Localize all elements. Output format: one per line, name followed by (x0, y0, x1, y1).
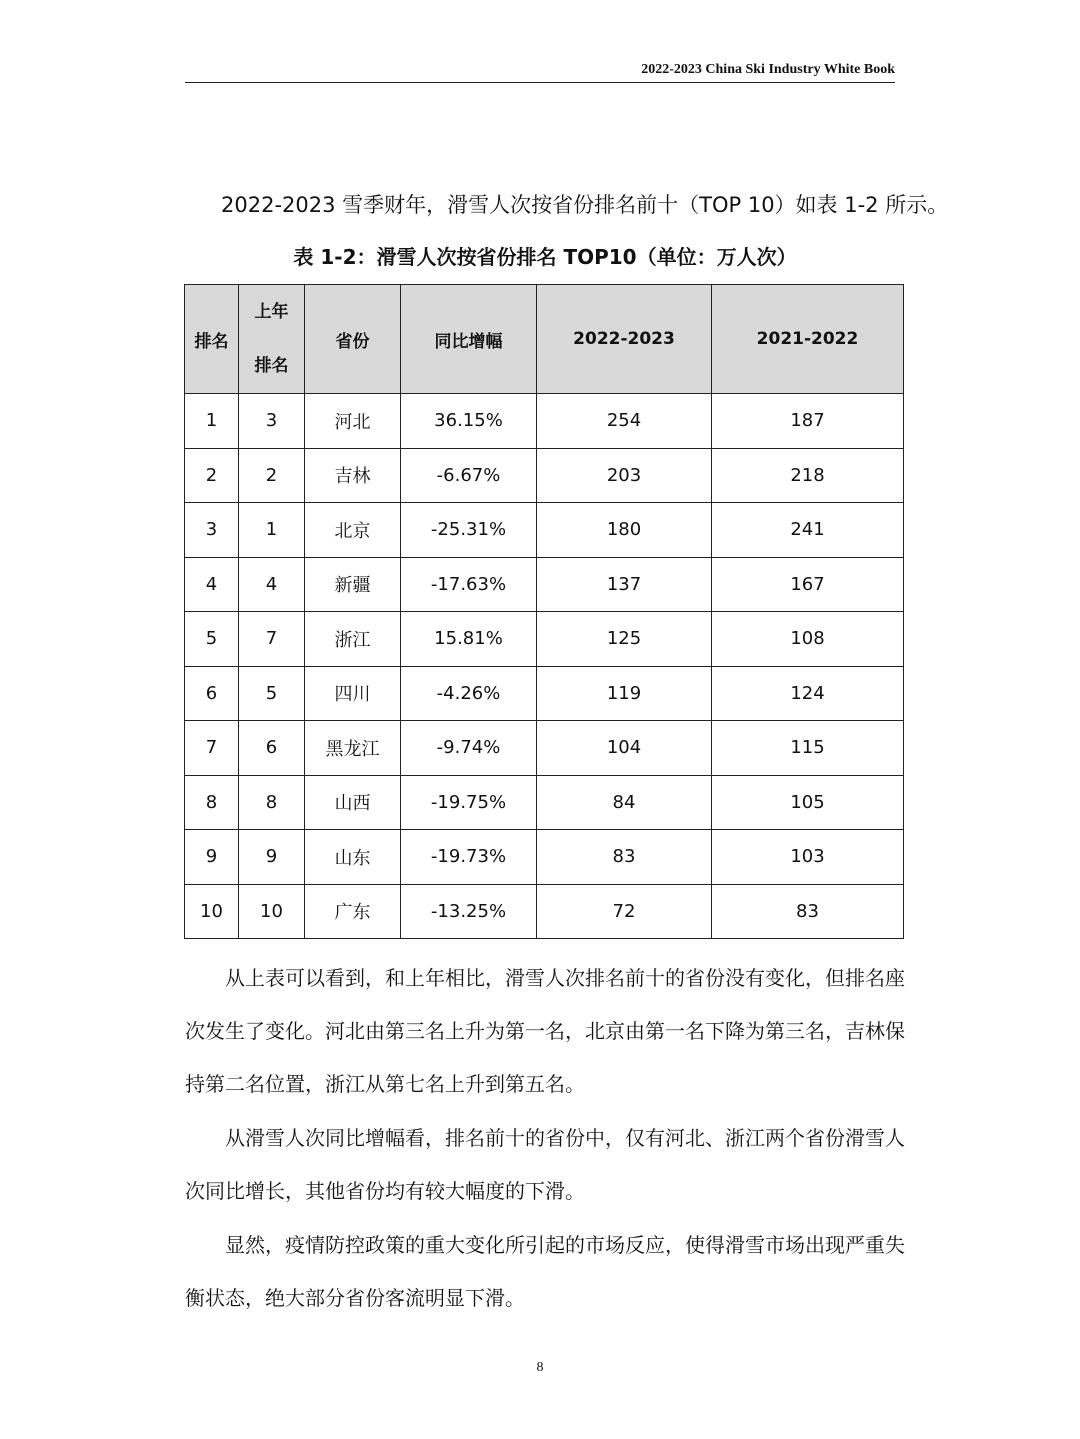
page-number: 8 (536, 1360, 544, 1375)
cell-yoy: -4.26% (401, 666, 537, 721)
running-title: 2022-2023 China Ski Industry White Book (641, 62, 895, 77)
cell-2022-2023: 83 (537, 830, 712, 885)
cell-prev-rank: 7 (239, 612, 305, 667)
cell-prev-rank: 4 (239, 557, 305, 612)
paragraph: 从上表可以看到，和上年相比，滑雪人次排名前十的省份没有变化，但排名座次发生了变化。河北由第三名上升为第一名，北京由第一名下降为第三名，吉林保持第二名位置，浙江从第七名上升到第五名。 (185, 966, 905, 1096)
table-row (185, 775, 904, 830)
cell-province: 四川 (305, 666, 401, 721)
cell-province: 河北 (305, 394, 401, 449)
cell-2022-2023: 137 (537, 557, 712, 612)
cell-rank: 7 (185, 721, 239, 776)
body-text (185, 952, 905, 1325)
header-2022-2023: 2022-2023 (537, 285, 712, 394)
table-row (185, 666, 904, 721)
header-prev-rank-line2: 排名 (254, 356, 289, 376)
cell-prev-rank: 9 (239, 830, 305, 885)
cell-2021-2022: 103 (712, 830, 904, 885)
cell-prev-rank: 5 (239, 666, 305, 721)
cell-province: 山西 (305, 775, 401, 830)
cell-prev-rank: 6 (239, 721, 305, 776)
cell-province: 北京 (305, 503, 401, 558)
cell-yoy: 36.15% (401, 394, 537, 449)
cell-rank: 8 (185, 775, 239, 830)
cell-province: 吉林 (305, 448, 401, 503)
table-header-row (185, 285, 904, 394)
cell-yoy: -19.73% (401, 830, 537, 885)
cell-2021-2022: 187 (712, 394, 904, 449)
table-row (185, 612, 904, 667)
cell-rank: 3 (185, 503, 239, 558)
cell-province: 山东 (305, 830, 401, 885)
intro-paragraph: 2022-2023 雪季财年，滑雪人次按省份排名前十（TOP 10）如表 1-2 所示。 (221, 193, 949, 217)
cell-prev-rank: 1 (239, 503, 305, 558)
cell-2021-2022: 108 (712, 612, 904, 667)
cell-yoy: -19.75% (401, 775, 537, 830)
cell-2022-2023: 84 (537, 775, 712, 830)
cell-2022-2023: 72 (537, 884, 712, 939)
header-rank: 排名 (185, 285, 239, 394)
table-row (185, 830, 904, 885)
header-prev-rank-line1: 上年 (254, 302, 289, 322)
table-row (185, 503, 904, 558)
cell-province: 浙江 (305, 612, 401, 667)
cell-2022-2023: 119 (537, 666, 712, 721)
header-yoy: 同比增幅 (401, 285, 537, 394)
cell-2021-2022: 218 (712, 448, 904, 503)
ranking-table (184, 284, 904, 939)
cell-2022-2023: 180 (537, 503, 712, 558)
cell-prev-rank: 8 (239, 775, 305, 830)
cell-province: 黑龙江 (305, 721, 401, 776)
cell-2021-2022: 105 (712, 775, 904, 830)
cell-prev-rank: 2 (239, 448, 305, 503)
cell-2022-2023: 125 (537, 612, 712, 667)
cell-yoy: -9.74% (401, 721, 537, 776)
cell-2022-2023: 254 (537, 394, 712, 449)
cell-rank: 6 (185, 666, 239, 721)
cell-yoy: -6.67% (401, 448, 537, 503)
cell-yoy: -25.31% (401, 503, 537, 558)
cell-yoy: 15.81% (401, 612, 537, 667)
header-2021-2022: 2021-2022 (712, 285, 904, 394)
cell-2022-2023: 203 (537, 448, 712, 503)
cell-2021-2022: 83 (712, 884, 904, 939)
cell-rank: 4 (185, 557, 239, 612)
cell-2021-2022: 167 (712, 557, 904, 612)
header-province: 省份 (305, 285, 401, 394)
paragraph: 显然，疫情防控政策的重大变化所引起的市场反应，使得滑雪市场出现严重失衡状态，绝大部分省份客流明显下滑。 (185, 1233, 905, 1310)
table-row (185, 557, 904, 612)
paragraph: 从滑雪人次同比增幅看，排名前十的省份中，仅有河北、浙江两个省份滑雪人次同比增长，其他省份均有较大幅度的下滑。 (185, 1126, 905, 1203)
cell-2021-2022: 241 (712, 503, 904, 558)
cell-yoy: -13.25% (401, 884, 537, 939)
table-row (185, 884, 904, 939)
cell-2021-2022: 124 (712, 666, 904, 721)
cell-rank: 1 (185, 394, 239, 449)
cell-province: 广东 (305, 884, 401, 939)
table-row (185, 394, 904, 449)
cell-rank: 5 (185, 612, 239, 667)
cell-rank: 9 (185, 830, 239, 885)
cell-rank: 2 (185, 448, 239, 503)
table-row (185, 448, 904, 503)
running-header (185, 60, 895, 83)
table-caption: 表 1-2：滑雪人次按省份排名 TOP10（单位：万人次） (293, 245, 797, 269)
cell-2021-2022: 115 (712, 721, 904, 776)
cell-2022-2023: 104 (537, 721, 712, 776)
cell-province: 新疆 (305, 557, 401, 612)
cell-prev-rank: 3 (239, 394, 305, 449)
cell-yoy: -17.63% (401, 557, 537, 612)
cell-prev-rank: 10 (239, 884, 305, 939)
table-row (185, 721, 904, 776)
header-prev-rank (239, 285, 305, 394)
cell-rank: 10 (185, 884, 239, 939)
